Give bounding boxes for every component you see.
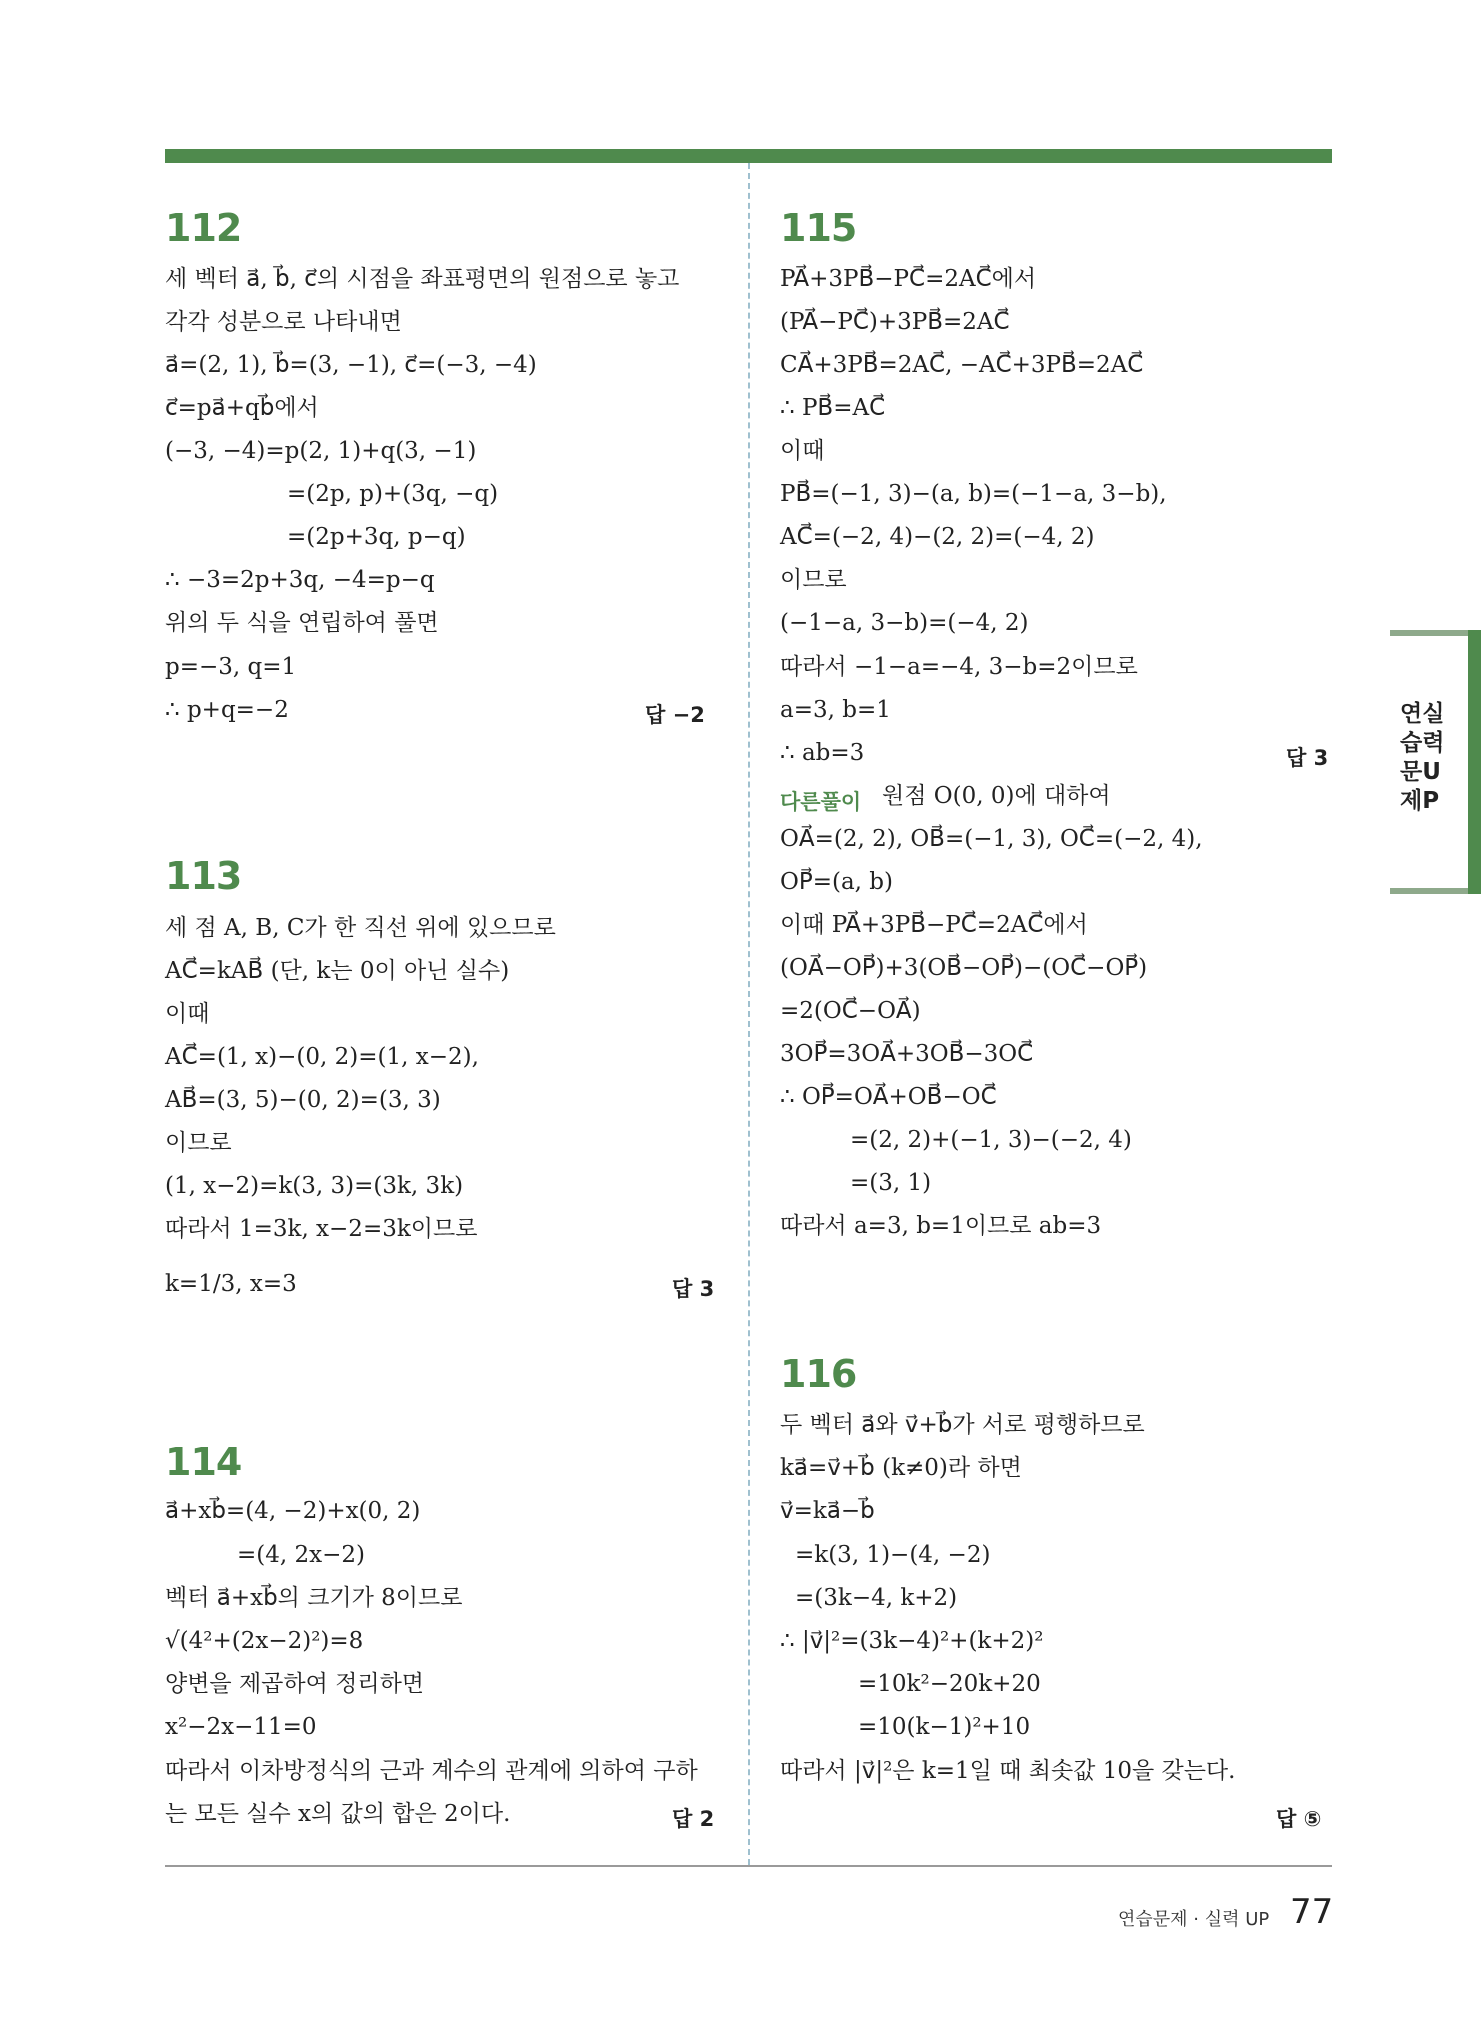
solution-line: AB⃗=(3, 5)−(0, 2)=(3, 3) [165,1087,441,1113]
solution-line: 벡터 a⃗+xb⃗의 크기가 8이므로 [165,1585,463,1611]
page-number: 77 [1290,1892,1334,1932]
solution-line: a=3, b=1 [780,697,891,723]
solution-line: 각각 성분으로 나타내면 [165,309,402,335]
solution-line: =10k²−20k+20 [858,1671,1041,1697]
answer-label: 답 3 [672,1277,715,1301]
problem-number: 114 [165,1440,242,1484]
solution-line: (−1−a, 3−b)=(−4, 2) [780,610,1029,636]
solution-line: =k(3, 1)−(4, −2) [795,1542,991,1568]
problem-number: 115 [780,206,857,250]
solution-line: ∴ ab=3 [780,740,865,766]
solution-line: a⃗=(2, 1), b⃗=(3, −1), c⃗=(−3, −4) [165,352,537,378]
top-rule [165,149,1332,163]
solution-line: 는 모든 실수 x의 값의 합은 2이다. [165,1801,511,1827]
answer-label: 답 3 [1286,746,1329,770]
solution-line: ∴ −3=2p+3q, −4=p−q [165,567,435,593]
solution-line: =(3, 1) [850,1170,932,1196]
solution-line: c⃗=pa⃗+qb⃗에서 [165,395,319,421]
solution-line: =(3k−4, k+2) [795,1585,958,1611]
solution-line: OA⃗=(2, 2), OB⃗=(−1, 3), OC⃗=(−2, 4), [780,826,1203,852]
solution-line: (−3, −4)=p(2, 1)+q(3, −1) [165,438,477,464]
solution-line: 원점 O(0, 0)에 대하여 [882,783,1111,809]
alternative-solution-label: 다른풀이 [780,790,862,814]
solution-line: CA⃗+3PB⃗=2AC⃗, −AC⃗+3PB⃗=2AC⃗ [780,352,1144,378]
solution-line: =(4, 2x−2) [237,1542,365,1568]
answer-label: 답 −2 [645,703,705,727]
solution-line: a⃗+xb⃗=(4, −2)+x(0, 2) [165,1498,421,1524]
solution-line: 이때 [780,438,825,464]
solution-line: 이때 [165,1001,210,1027]
solution-line: x²−2x−11=0 [165,1714,317,1740]
solution-line: ∴ PB⃗=AC⃗ [780,395,886,421]
solution-line: 따라서 이차방정식의 근과 계수의 관계에 의하여 구하 [165,1758,698,1784]
solution-line: PB⃗=(−1, 3)−(a, b)=(−1−a, 3−b), [780,481,1167,507]
solution-line: 이때 PA⃗+3PB⃗−PC⃗=2AC⃗에서 [780,912,1088,938]
solution-line: 세 점 A, B, C가 한 직선 위에 있으므로 [165,915,556,941]
solution-line: =10(k−1)²+10 [858,1714,1031,1740]
footer-section-title: 연습문제 · 실력 UP [1118,1909,1270,1930]
solution-line: ka⃗=v⃗+b⃗ (k≠0)라 하면 [780,1455,1022,1481]
solution-line: 3OP⃗=3OA⃗+3OB⃗−3OC⃗ [780,1041,1034,1067]
solution-line: 따라서 a=3, b=1이므로 ab=3 [780,1213,1102,1239]
solution-line: AC⃗=kAB⃗ (단, k는 0이 아닌 실수) [165,958,510,984]
solution-line: =(2, 2)+(−1, 3)−(−2, 4) [850,1127,1132,1153]
solution-line: (1, x−2)=k(3, 3)=(3k, 3k) [165,1173,464,1199]
solution-line: 따라서 −1−a=−4, 3−b=2이므로 [780,654,1138,680]
solution-line: 따라서 |v⃗|²은 k=1일 때 최솟값 10을 갖는다. [780,1758,1236,1784]
solution-line: OP⃗=(a, b) [780,869,894,895]
answer-label: 답 2 [672,1807,715,1831]
solution-line: k=1/3, x=3 [165,1271,297,1297]
solution-line: 두 벡터 a⃗와 v⃗+b⃗가 서로 평행하므로 [780,1412,1145,1438]
solution-line: (OA⃗−OP⃗)+3(OB⃗−OP⃗)−(OC⃗−OP⃗) [780,955,1148,981]
solution-line: PA⃗+3PB⃗−PC⃗=2AC⃗에서 [780,266,1037,292]
side-tab-edge [1468,630,1481,894]
solution-line: 이므로 [165,1130,232,1156]
solution-line: =(2p, p)+(3q, −q) [287,481,499,507]
solution-line: ∴ OP⃗=OA⃗+OB⃗−OC⃗ [780,1084,997,1110]
answer-label: 답 ⑤ [1276,1807,1322,1831]
solution-line: p=−3, q=1 [165,654,297,680]
solution-line: ∴ |v⃗|²=(3k−4)²+(k+2)² [780,1628,1044,1654]
solution-line: 양변을 제곱하여 정리하면 [165,1671,425,1697]
solution-line: =(2p+3q, p−q) [287,524,466,550]
solution-line: 세 벡터 a⃗, b⃗, c⃗의 시점을 좌표평면의 원점으로 놓고 [165,266,680,292]
solution-line: AC⃗=(−2, 4)−(2, 2)=(−4, 2) [780,524,1095,550]
solution-line: ∴ p+q=−2 [165,697,289,723]
problem-number: 113 [165,854,242,898]
solution-line: (PA⃗−PC⃗)+3PB⃗=2AC⃗ [780,309,1010,335]
solution-line: v⃗=ka⃗−b⃗ [780,1498,875,1524]
problem-number: 116 [780,1352,857,1396]
problem-number: 112 [165,206,242,250]
solution-line: 따라서 1=3k, x−2=3k이므로 [165,1216,478,1242]
side-tab-label: 연실 습력 문U 제P [1400,701,1445,814]
solution-line: 이므로 [780,567,847,593]
solution-line: AC⃗=(1, x)−(0, 2)=(1, x−2), [165,1044,479,1070]
solution-line: =2(OC⃗−OA⃗) [780,998,921,1024]
solution-line: 위의 두 식을 연립하여 풀면 [165,610,439,636]
bottom-rule [165,1865,1332,1867]
column-divider [748,163,750,1865]
solution-line: √(4²+(2x−2)²)=8 [165,1628,364,1654]
